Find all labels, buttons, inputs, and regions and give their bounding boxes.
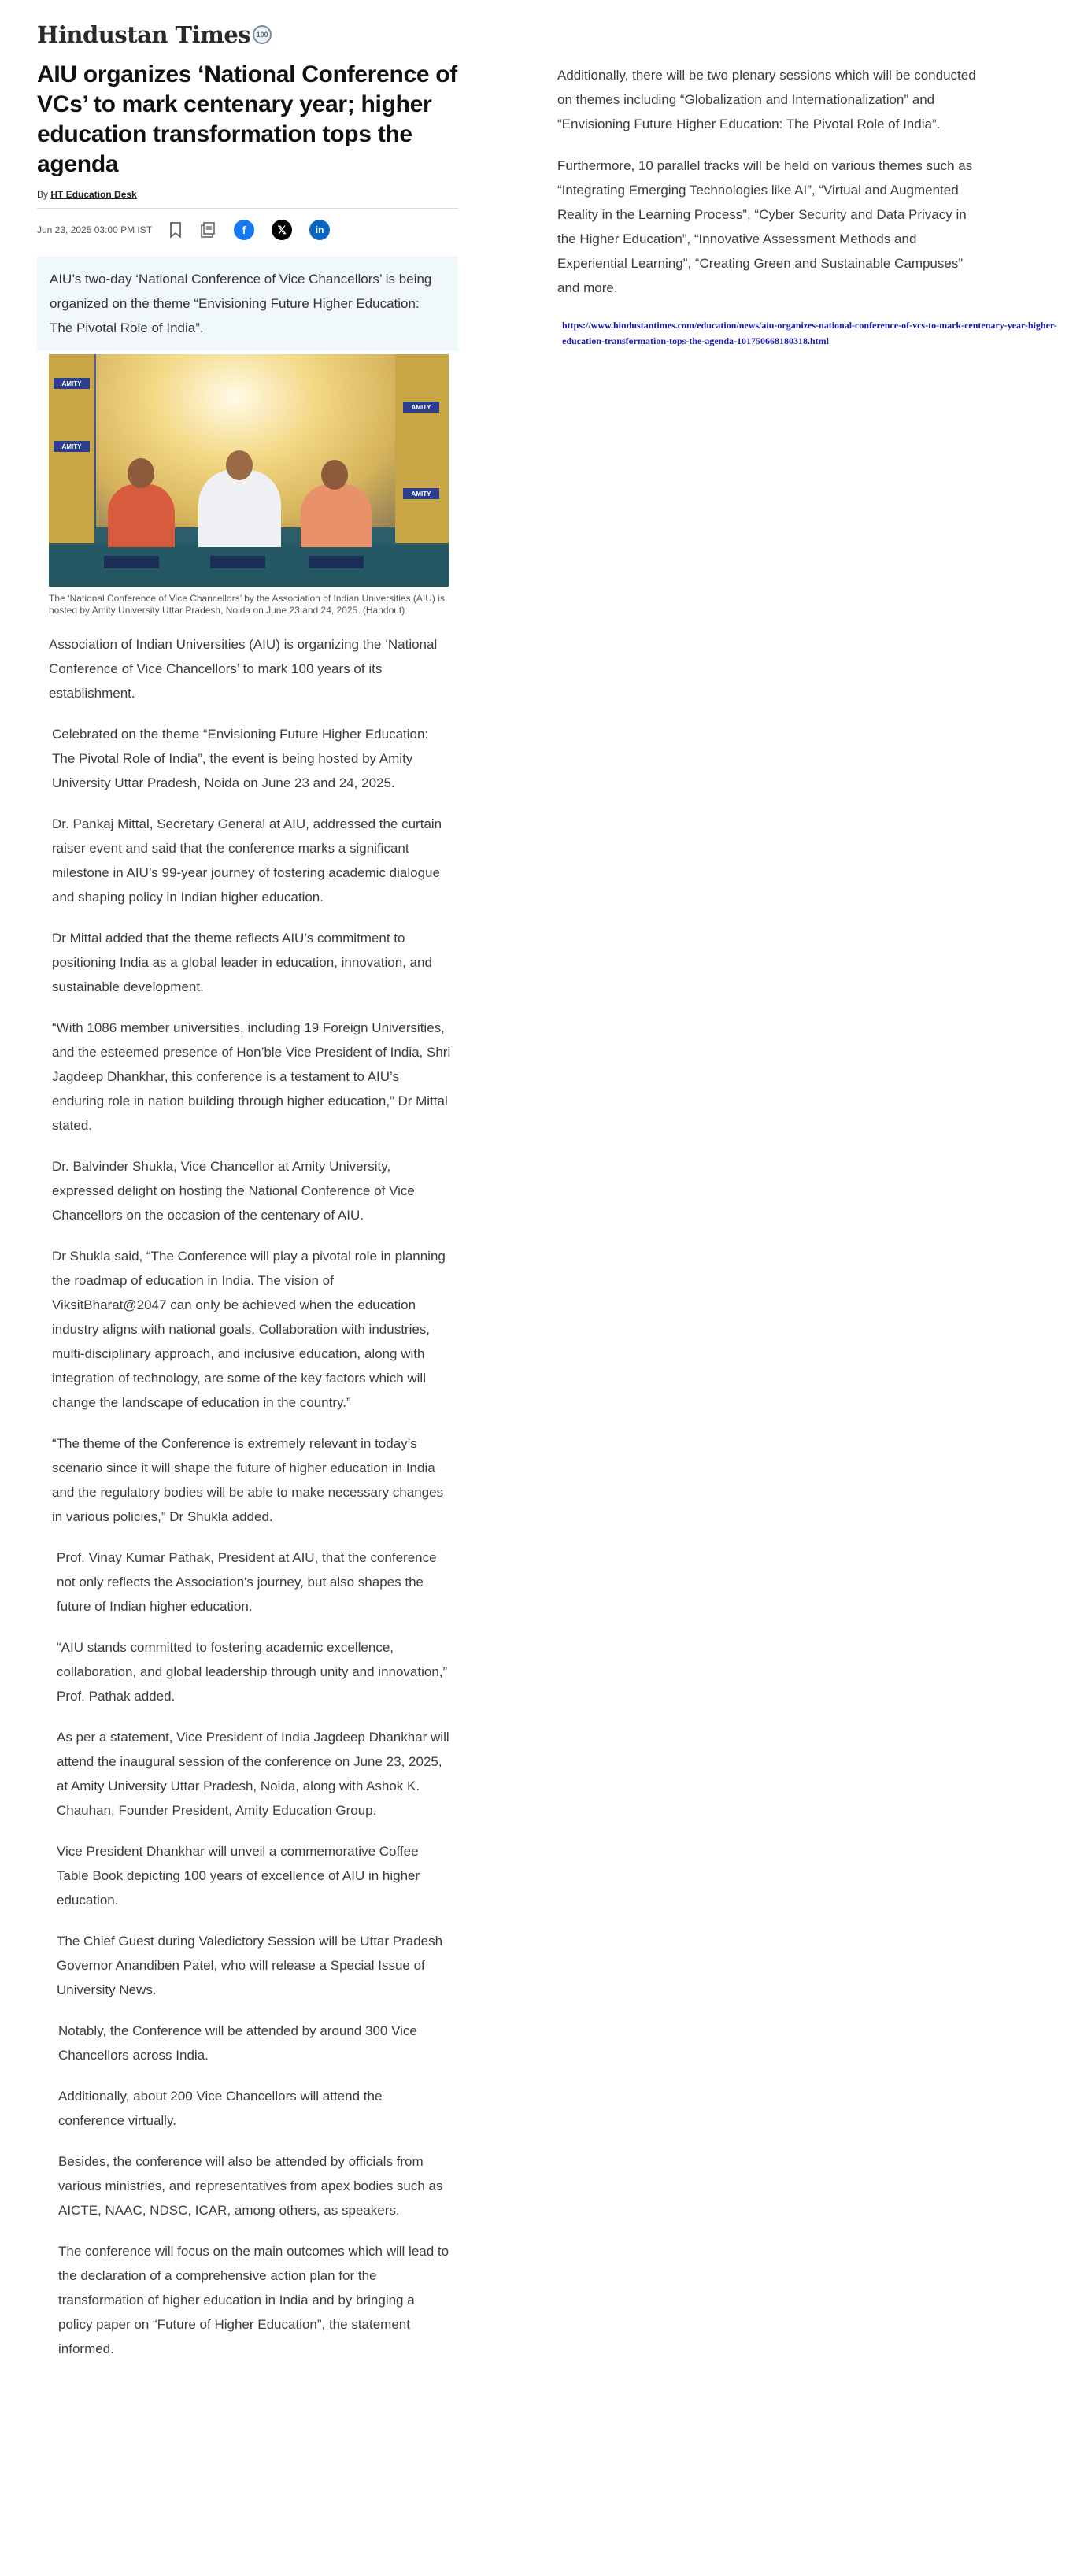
photo-nameplate xyxy=(210,556,265,568)
photo-caption: The ‘National Conference of Vice Chancellors’ by the Association of Indian Universities (AIU) is hosted by Amity University Uttar Pradesh, Noida on June 23 and 24, 2025. (Handout) xyxy=(49,593,445,616)
article-photo[interactable] xyxy=(49,354,449,587)
linkedin-icon[interactable]: in xyxy=(309,220,330,240)
centenary-badge: 100 xyxy=(253,25,272,44)
article-paragraph: Association of Indian Universities (AIU) is organizing the ‘National Conference of Vice Chancellors’ to mark 100 years of its establishment. xyxy=(49,637,438,701)
amity-banner-label: AMITY xyxy=(403,402,439,413)
article-paragraph: Notably, the Conference will be attended by around 300 Vice Chancellors across India. xyxy=(58,2023,417,2063)
photo-nameplate xyxy=(309,556,364,568)
photo-head xyxy=(128,458,154,488)
x-icon[interactable]: 𝕏 xyxy=(272,220,292,240)
article-paragraph: As per a statement, Vice President of India Jagdeep Dhankhar will attend the inaugural session of the conference on June 23, 2025, at Amity University Uttar Pradesh, Noida, along with Ashok K. Chauhan, Founder President, Amity Education Group. xyxy=(57,1730,449,1818)
photo-head xyxy=(321,460,348,490)
amity-banner-label: AMITY xyxy=(54,378,90,389)
byline xyxy=(37,189,458,200)
bookmark-icon[interactable] xyxy=(169,221,182,239)
article-summary: AIU’s two-day ‘National Conference of Vice Chancellors’ is being organized on the theme “Envisioning Future Higher Education: The Pivotal Role of India”. xyxy=(37,256,458,351)
article-paragraph: The conference will focus on the main outcomes which will lead to the declaration of a comprehensive action plan for the transformation of higher education in India and by bringing a policy paper on “Future of Higher Education”, the statement informed. xyxy=(58,2244,449,2356)
article-paragraph: Dr. Pankaj Mittal, Secretary General at AIU, addressed the curtain raiser event and said that the conference marks a significant milestone in AIU’s 99-year journey of fostering academic dialogue and shaping policy in Indian higher education. xyxy=(52,816,442,905)
article-column xyxy=(37,20,458,2378)
timestamp: Jun 23, 2025 03:00 PM IST xyxy=(37,224,153,235)
article-paragraph: Furthermore, 10 parallel tracks will be held on various themes such as “Integrating Emerging Technologies like AI”, “Virtual and Augmented Reality in the Learning Process”, “Cyber Security and Data Privacy in the Higher Education”, “Innovative Assessment Methods and Experiential Learning”, “Creating Green and Sustainable Campuses” and more. xyxy=(557,158,973,295)
amity-banner-label: AMITY xyxy=(403,488,439,499)
photo-head xyxy=(226,450,253,480)
article-paragraph: Dr. Balvinder Shukla, Vice Chancellor at Amity University, expressed delight on hosting the National Conference of Vice Chancellors on the occasion of the centenary of AIU. xyxy=(52,1159,415,1223)
article-paragraph: Dr Shukla said, “The Conference will play a pivotal role in planning the roadmap of education in India. The vision of ViksitBharat@2047 can only be achieved when the education industry aligns with national goals. Collaboration with industries, multi-disciplinary approach, and inclusive education, along with integration of technology, are some of the key factors which will change the landscape of education in the country.” xyxy=(52,1249,446,1410)
photo-person-center xyxy=(198,470,281,557)
article-continuation-column xyxy=(557,63,1057,349)
article-paragraph: Prof. Vinay Kumar Pathak, President at AIU, that the conference not only reflects the Association's journey, but also shapes the future of Indian higher education. xyxy=(57,1550,437,1614)
byline-prefix: By xyxy=(37,189,49,200)
facebook-icon[interactable]: f xyxy=(234,220,254,240)
article-paragraph: “The theme of the Conference is extremely relevant in today’s scenario since it will shape the future of higher education in India and the regulatory bodies will be able to make necessary changes in various policies,” Dr Shukla added. xyxy=(52,1436,444,1524)
photo-banner-right xyxy=(395,354,449,543)
article-paragraph: Additionally, there will be two plenary sessions which will be conducted on themes including “Globalization and Internationalization” and “Envisioning Future Higher Education: The Pivotal Role of India”. xyxy=(557,68,976,131)
article-paragraph: Vice President Dhankhar will unveil a commemorative Coffee Table Book depicting 100 years of excellence of AIU in higher education. xyxy=(57,1844,420,1908)
article-paragraph: “AIU stands committed to fostering academic excellence, collaboration, and global leadership through unity and innovation,” Prof. Pathak added. xyxy=(57,1640,448,1704)
photo-person-right xyxy=(301,484,372,557)
source-url-link[interactable]: https://www.hindustantimes.com/education/news/aiu-organizes-national-conference-of-vcs-to-mark-centenary-year-higher-education-transformation-tops-the-agenda-101750668180318.html xyxy=(562,320,1057,346)
article-body xyxy=(37,632,458,2361)
article-paragraph: Celebrated on the theme “Envisioning Future Higher Education: The Pivotal Role of India”, the event is being hosted by Amity University Uttar Pradesh, Noida on June 23 and 24, 2025. xyxy=(52,727,429,790)
photo-person-left xyxy=(108,484,175,557)
article-paragraph: “With 1086 member universities, including 19 Foreign Universities, and the esteemed presence of Hon’ble Vice President of India, Shri Jagdeep Dhankhar, this conference is a testament to AIU’s enduring role in nation building through higher education,” Dr Mittal stated. xyxy=(52,1020,451,1133)
photo-nameplate xyxy=(104,556,159,568)
amity-banner-label: AMITY xyxy=(54,441,90,452)
article-paragraph: Besides, the conference will also be attended by officials from various ministries, and representatives from apex bodies such as AICTE, NAAC, NDSC, ICAR, among others, as speakers. xyxy=(58,2154,443,2218)
site-logo[interactable] xyxy=(37,20,458,49)
author-link[interactable]: HT Education Desk xyxy=(50,189,137,200)
article-meta xyxy=(37,208,458,242)
brand-name: Hindustan Times xyxy=(37,21,251,48)
article-paragraph: Dr Mittal added that the theme reflects AIU’s commitment to positioning India as a global leader in education, innovation, and sustainable development. xyxy=(52,931,432,994)
page-title: AIU organizes ‘National Conference of VCs’ to mark centenary year; higher education transformation tops the agenda xyxy=(37,61,457,177)
gift-icon[interactable] xyxy=(199,221,216,239)
article-paragraph: The Chief Guest during Valedictory Session will be Uttar Pradesh Governor Anandiben Patel, who will release a Special Issue of University News. xyxy=(57,1934,443,1997)
article-paragraph: Additionally, about 200 Vice Chancellors will attend the conference virtually. xyxy=(58,2089,383,2128)
